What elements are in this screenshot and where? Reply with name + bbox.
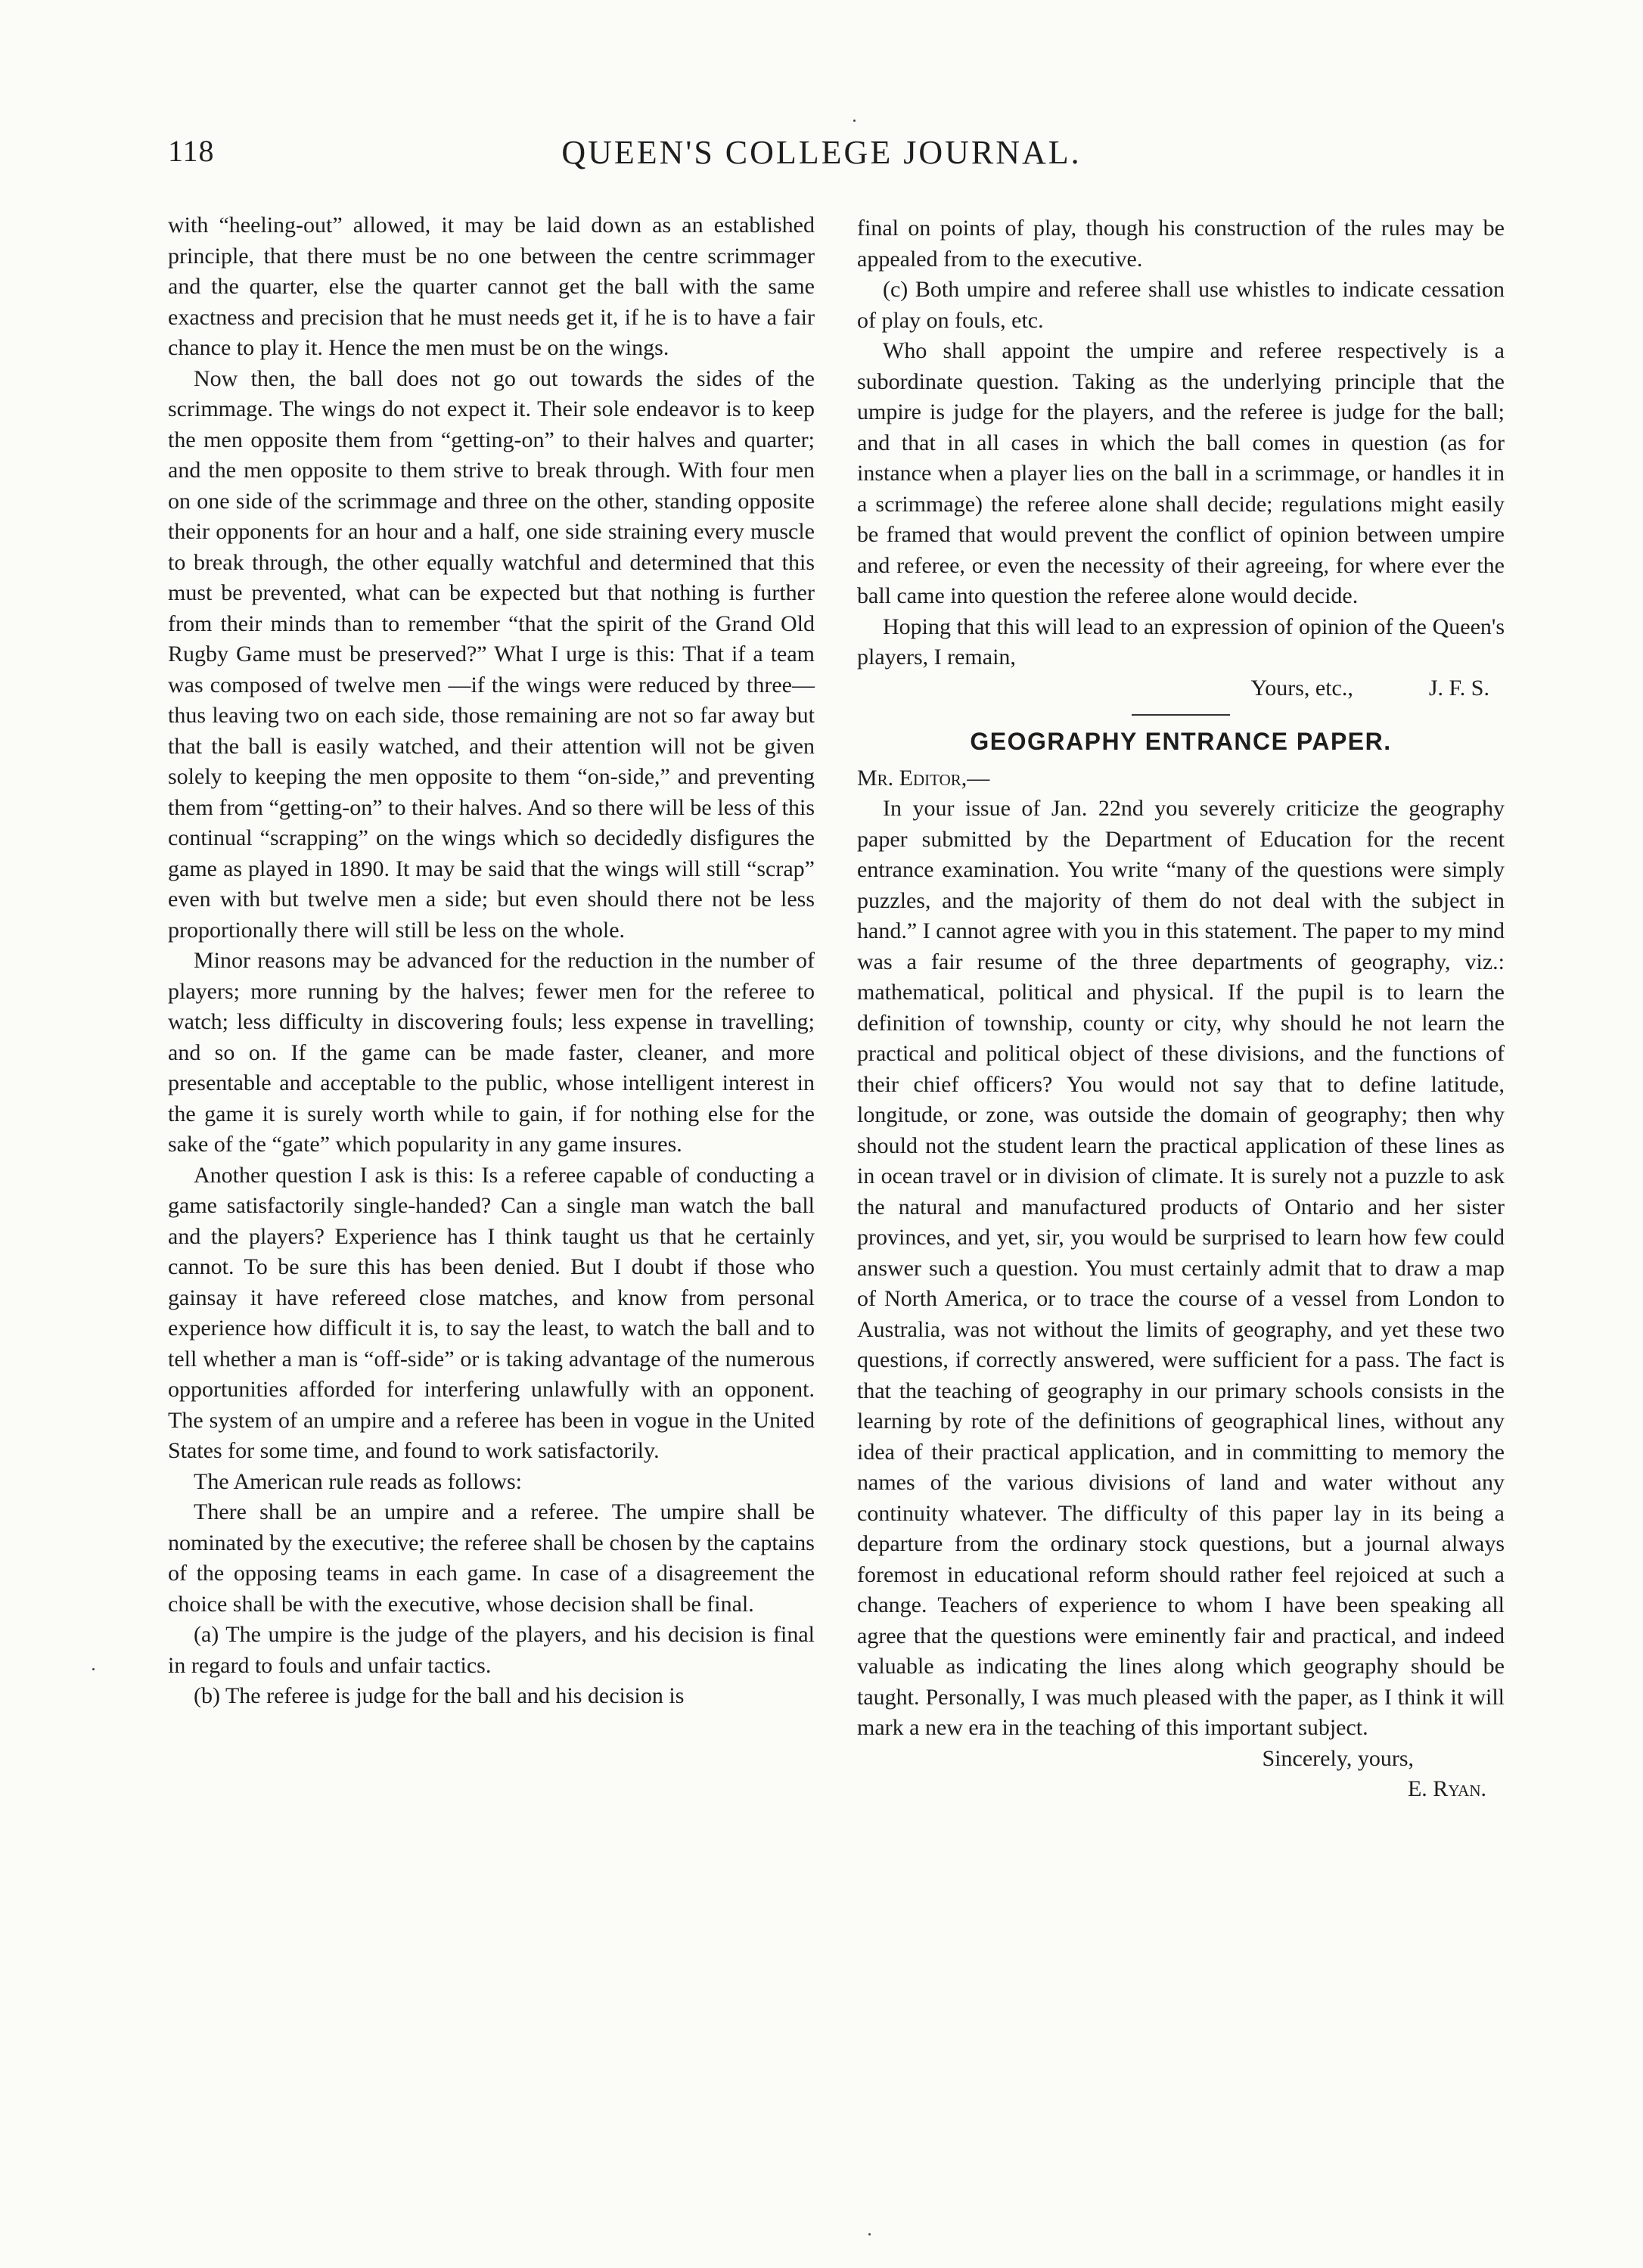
scan-speck (868, 2233, 871, 2235)
letter-closing: Sincerely, yours, (1262, 1745, 1414, 1771)
paragraph: with “heeling-out” allowed, it may be laid down as an established principle, that there must be no one between the centre scrimmager and the quarter, else the quarter cannot get the ball with the same exactness and precision that he must needs get it, if he is to have a fair chance to play it. Hence the men must be on the wings. (168, 213, 815, 360)
paragraph: Hoping that this will lead to an expression of opinion of the Queen's players, I remain, (857, 614, 1505, 670)
paragraph: Another question I ask is this: Is a referee capable of conducting a game satisfactorily single-handed? Can a single man watch the ball and the players? Experience has I think taught us that he certainly cannot. To be sure this has been denied. But I doubt if those who gainsay it have refereed close matches, and know from personal experience how difficult it is, to say the least, to watch the ball and to tell whether a man is “off-side” or is taking advantage of the numerous opportunities afforded for interfering unlawfully with an opponent. The system of an umpire and a referee has been in vogue in the United States for some time, and found to work satisfactorily. (168, 1162, 815, 1463)
section-heading: GEOGRAPHY ENTRANCE PAPER. (970, 728, 1392, 755)
letter-signature: E. Ryan. (1407, 1776, 1486, 1801)
page-number: 118 (168, 134, 215, 168)
rule-b: (b) The referee is judge for the ball and his decision is (194, 1683, 685, 1708)
letter-signoff (857, 673, 1505, 704)
paragraph: Now then, the ball does not go out towards the sides of the scrimmage. The wings do not expect it. Their sole endeavor is to keep the men opposite them from “getting-on” to their halves and quarter; and the men opposite to them strive to break through. With four men on one side of the scrimmage and three on the other, standing opposite their opponents for an hour and a half, one side straining every muscle to break through, the other equally watchful and determined that this must be prevented, what can be expected but that nothing is further from their minds than to remember “that the spirit of the Grand Old Rugby Game must be preserved?” What I urge is this: That if a team was composed of twelve men —if the wings were reduced by three—thus leaving two on each side, those remaining are not so far away but that the ball is easily watched, and their attention will not be given solely to keeping the men opposite to them “on-side,” and preventing them from “getting-on” to their halves. And so there will be less of this continual “scrapping” on the wings which so decidedly disfigures the game as played in 1890. It may be said that the wings will still “scrap” even with but twelve men a side; but even should there not be less proportionally there will still be less on the whole. (168, 365, 815, 943)
running-head: QUEEN'S COLLEGE JOURNAL. (561, 134, 1082, 171)
section-divider (1132, 714, 1230, 716)
paragraph: There shall be an umpire and a referee. The umpire shall be nominated by the executive; the referee shall be chosen by the captains of the opposing teams in each game. In case of a disagreement the choice shall be with the executive, whose decision shall be final. (168, 1499, 815, 1617)
paragraph: In your issue of Jan. 22nd you severely criticize the geography paper submitted by the Department of Education for the recent entrance examination. You write “many of the questions were simply puzzles, and the majority of them do not deal with the subject in hand.” I cannot agree with you in this statement. The paper to my mind was a fair resume of the three departments of geography, viz.: mathematical, political and physical. If the pupil is to learn the definition of township, county or city, why should he not learn the practical and political object of these divisions, and the functions of their chief officers? You would not say that to define latitude, longitude, or zone, was outside the domain of geography; then why should not the student learn the practical application of these lines as in ocean travel or in division of climate. It is surely not a puzzle to ask the natural and manufactured products of Ontario and her sister provinces, and yet, sir, you would be surprised to learn how few could answer such a question. You must certainly admit that to draw a map of North America, or to trace the course of a vessel from London to Australia, was not without the limits of geography, and yet these two questions, if correctly answered, were sufficient for a pass. The fact is that the teaching of geography in our primary schools consists in the learning by rote of the definitions of geographical lines, without any idea of their practical application, and in committing to memory the names of the various divisions of land and water without any continuity whatever. The difficulty of this paper lay in its being a departure from the ordinary stock questions, but a journal always foremost in educational reform should rather feel rejoiced at such a change. Teachers of experience to whom I have been speaking all agree that the questions were eminently fair and practical, and indeed valuable as indicating the lines along which geography should be taught. Personally, I was much pleased with the paper, as I think it will mark a new era in the teaching of this important subject. (857, 796, 1505, 1740)
signoff-initials: J. F. S. (1428, 675, 1489, 701)
paragraph: final on points of play, though his construction of the rules may be appealed from to the executive. (857, 216, 1505, 272)
salutation: Mr. Editor,— (857, 765, 990, 791)
left-column (168, 210, 815, 1712)
scan-speck (853, 120, 856, 122)
right-column (857, 213, 1505, 1805)
signoff-closing: Yours, etc., (1250, 675, 1353, 701)
scan-speck (92, 1668, 95, 1670)
paragraph: Who shall appoint the umpire and referee respectively is a subordinate question. Taking as the underlying principle that the umpire is judge for the players, and the referee is judge for the ball; and that in all cases in which the ball comes in question (as for instance when a player lies on the ball in a scrimmage, or handles it in a scrimmage) the referee alone shall decide; regulations might easily be framed that would prevent the conflict of opinion between umpire and referee, or even the necessity of their agreeing, for where ever the ball came into question the referee alone would decide. (857, 338, 1505, 608)
paragraph: The American rule reads as follows: (194, 1468, 523, 1494)
rule-a: (a) The umpire is the judge of the players, and his decision is final in regard to fouls and unfair tactics. (168, 1622, 815, 1678)
rule-c: (c) Both umpire and referee shall use whistles to indicate cessation of play on fouls, etc. (857, 277, 1505, 333)
paragraph: Minor reasons may be advanced for the reduction in the number of players; more running by the halves; fewer men for the referee to watch; less difficulty in discovering fouls; less expense in travelling; and so on. If the game can be made faster, cleaner, and more presentable and acceptable to the public, whose intelligent interest in the game it is surely worth while to gain, if for nothing else for the sake of the “gate” which popularity in any game insures. (168, 948, 815, 1157)
